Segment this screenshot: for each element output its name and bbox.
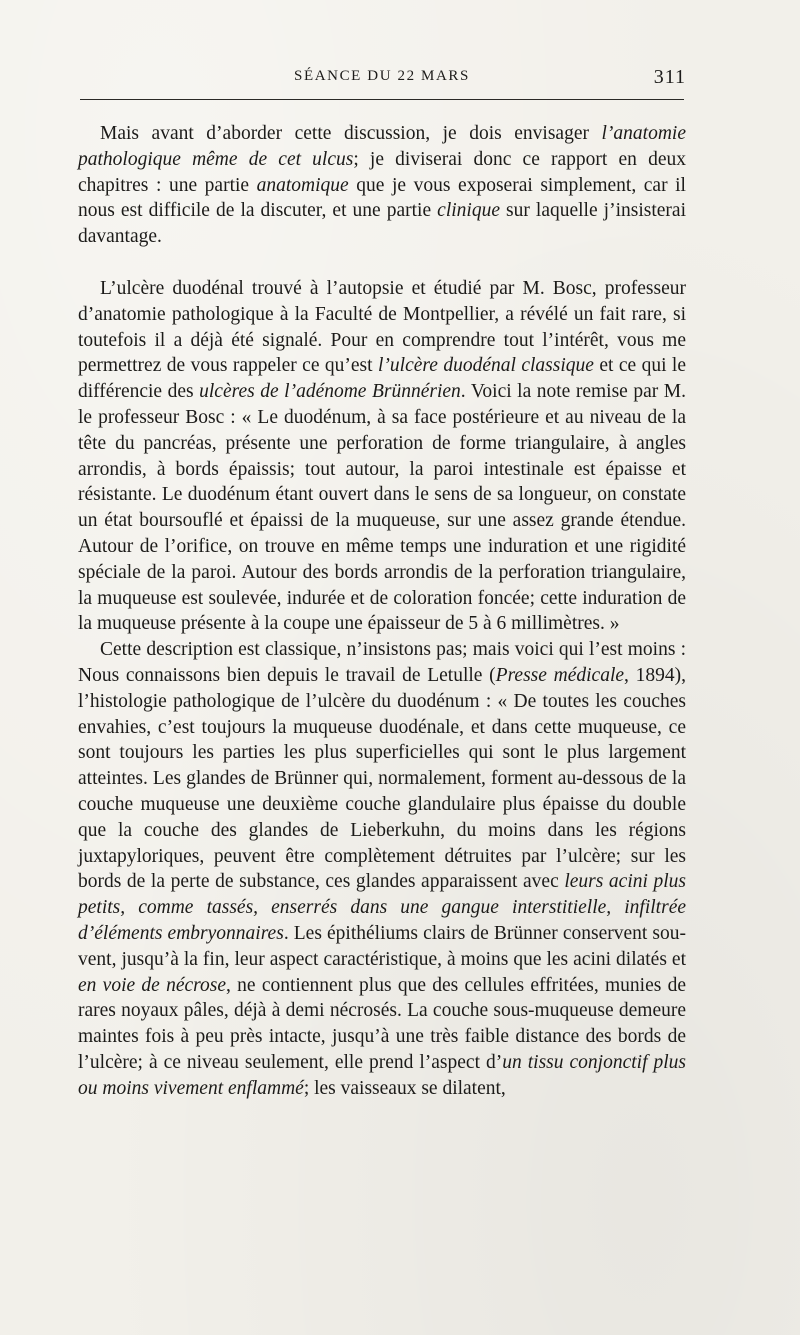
text-run: Cette description est classique, n’insistons pas; mais voici qui l’est moins : Nous connaissons bien depuis le travail de Letulle ( [78, 639, 686, 686]
header-rule [80, 99, 684, 100]
italic-text-run: l’ulcère duodénal classique [378, 355, 594, 377]
italic-text-run: clinique [437, 200, 500, 222]
text-run: . Les épithéliums clairs de Brünner conservent souvent, jusqu’à la fin, leur aspect caractéristique, à moins que les acini dilatés et [78, 922, 686, 970]
paragraph [78, 276, 686, 637]
paragraph [78, 637, 686, 1101]
running-head [78, 66, 686, 92]
text-run: , ne contiennent plus que des cellules effritées, munies de rares noyaux pâles, déjà à demi nécrosés. La couche sous-muqueuse demeure maintes fois à peu près intacte, jusqu’à une très faible distance des bords de l’ulcère; à ce niveau seulement, elle prend l’aspect d’ [78, 974, 686, 1073]
text-run: . Voici la note remise par M. le professeur Bosc : « Le duodénum, à sa face postérieure et au niveau de la tête du pancréas, présente une perforation de forme triangulaire, à angles arrondis, à bords épaissis; tout autour, la paroi intestinale est épaisse et résistante. Le duodénum étant ouvert dans le sens de sa longueur, on constate un état boursouflé et épaissi de la muqueuse, sur une assez grande étendue. Autour de l’orifice, on trouve en même temps une induration et une rigidité spéciale de la paroi. Autour des bords arrondis de la perforation triangulaire, la muqueuse est soulevée, indurée et de coloration foncée; cette induration de la muqueuse présente à la coupe une épaisseur de 5 à 6 millimètres. » [78, 381, 686, 635]
text-run: , 1894), l’histologie pathologique de l’ulcère du duodénum : « De toutes les couches envahies, c’est toujours la muqueuse duodénale, et dans cette muqueuse, ce sont toujours les parties les plus superficielles qui sont le plus largement atteintes. Les glandes de Brünner qui, normalement, forment au-dessous de la couche muqueuse une deuxième couche glandulaire plus épaisse du double que la couche des glandes de Lieberkuhn, du moins dans les régions juxtapyloriques, peuvent être complètement détruites par l’ulcère; sur les bords de la perte de substance, ces glandes apparaissent avec [78, 664, 686, 893]
italic-text-run: ulcères de l’adénome Brünnérien [199, 381, 461, 403]
italic-text-run: en voie de nécrose [78, 974, 227, 996]
italic-text-run: Presse médicale [495, 664, 625, 686]
italic-text-run: l’anatomie pathologique même de cet ulcus [78, 123, 686, 170]
running-title: SÉANCE DU 22 MARS [294, 68, 470, 84]
text-run: et ce qui le différencie des [78, 355, 686, 403]
text-run: L’ulcère duodénal trouvé à l’autopsie et étudié par M. Bosc, professeur d’anatomie pathologique à la Faculté de Montpellier, a révélé un fait rare, si toutefois il a déjà été signalé. Pour en comprendre tout l’intérêt, vous me permettrez de vous rappeler ce qu’est [78, 277, 686, 377]
text-run: sur laquelle j’insisterai davantage. [78, 200, 686, 248]
italic-text-run: leurs acini plus petits, comme tassés, enserrés dans une gangue interstitielle, infiltrée d’éléments embryonnaires [78, 871, 687, 944]
text-run: ; je diviserai donc ce rapport en deux chapitres : une partie [78, 148, 686, 196]
italic-text-run: anatomique [256, 174, 349, 196]
body-text [78, 121, 686, 1101]
italic-text-run: un tissu conjonctif plus ou moins vivement enflammé [78, 1051, 686, 1099]
text-run: Mais avant d’aborder cette discussion, je dois envisager [100, 123, 602, 144]
text-run: ; les vaisseaux se dilatent, [303, 1077, 506, 1099]
text-run: que je vous exposerai simplement, car il nous est difficile de la discuter, et une partie [78, 174, 686, 222]
paragraph [78, 121, 686, 250]
page-number: 311 [653, 66, 686, 88]
